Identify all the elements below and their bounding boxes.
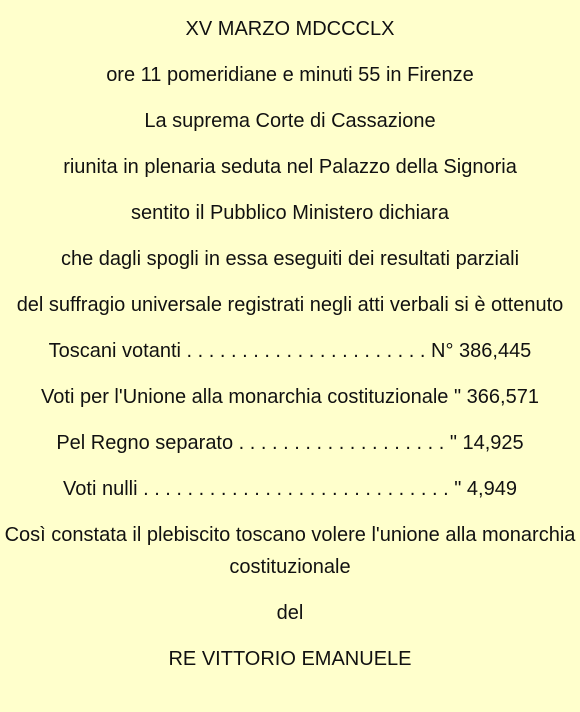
suffrage-line: del suffragio universale registrati negli atti verbali si è ottenuto	[16, 294, 564, 316]
union-votes-line: Voti per l'Unione alla monarchia costituzionale " 366,571	[41, 386, 539, 408]
session-line: riunita in plenaria seduta nel Palazzo della Signoria	[63, 156, 517, 178]
result-line: Così constata il plebiscito toscano volere l'unione alla monarchia costituzionale	[4, 524, 576, 578]
time-place-line: ore 11 pomeridiane e minuti 55 in Firenze	[106, 64, 474, 86]
court-line: La suprema Corte di Cassazione	[144, 110, 436, 132]
voters-total-line: Toscani votanti . . . . . . . . . . . . . . . . . . . . . . N° 386,445	[48, 340, 532, 362]
of-line: del	[276, 602, 304, 624]
declaration-line: sentito il Pubblico Ministero dichiara	[131, 202, 449, 224]
counts-intro-line: che dagli spogli in essa eseguiti dei resultati parziali	[60, 248, 520, 270]
king-name-line: RE VITTORIO EMANUELE	[168, 648, 412, 670]
separate-kingdom-votes-line: Pel Regno separato . . . . . . . . . . . . . . . . . . . " 14,925	[56, 432, 524, 454]
date-line: XV MARZO MDCCCLX	[185, 18, 395, 40]
null-votes-line: Voti nulli . . . . . . . . . . . . . . . . . . . . . . . . . . . . " 4,949	[63, 478, 517, 500]
